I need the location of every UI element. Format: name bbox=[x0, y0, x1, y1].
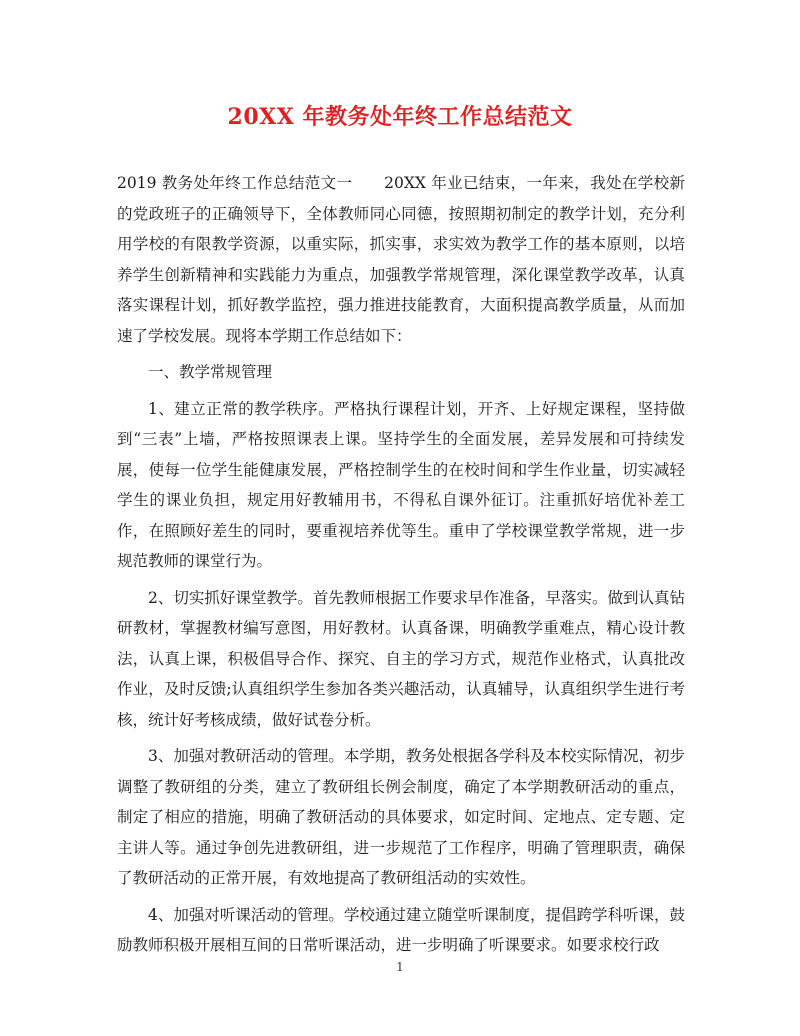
paragraph-item-4: 4、加强对听课活动的管理。学校通过建立随堂听课制度，提倡跨学科听课，鼓励教师积极开展相互间的日常听课活动，进一步明确了听课要求。如要求校行政 bbox=[117, 905, 685, 954]
paragraph-item-3: 3、加强对教研活动的管理。本学期，教务处根据各学科及本校实际情况，初步调整了教研组的分类，建立了教研组长例会制度，确定了本学期教研活动的重点，制定了相应的措施，明确了教研活动的具体要求，如定时间、定地点、定专题、定主讲人等。通过争创先进教研组，进一步规范了工作程序，明确了管理职责，确保了教研活动的正常开展，有效地提高了教研组活动的实效性。 bbox=[117, 747, 685, 887]
document-body bbox=[117, 168, 685, 967]
section-heading: 一、教学常规管理 bbox=[148, 363, 273, 381]
document-title: 20XX 年教务处年终工作总结范文 bbox=[227, 104, 573, 130]
paragraph-intro: 2019 教务处年终工作总结范文一 20XX 年业已结束，一年来，我处在学校新的党政班子的正确领导下，全体教师同心同德，按照期初制定的教学计划，充分利用学校的有限教学资源，以重实际，抓实事，求实效为教学工作的基本原则，以培养学生创新精神和实践能力为重点，加强教学常规管理，深化课堂教学改革，认真落实课程计划，抓好教学监控，强力推进技能教育，大面积提高教学质量，从而加速了学校发展。现将本学期工作总结如下： bbox=[117, 174, 685, 345]
page-number: 1 bbox=[396, 960, 404, 974]
paragraph-item-1: 1、建立正常的教学秩序。严格执行课程计划，开齐、上好规定课程，坚持做到“三表”上墙，严格按照课表上课。坚持学生的全面发展，差异发展和可持续发展，使每一位学生能健康发展，严格控制学生的在校时间和学生作业量，切实减轻学生的课业负担，规定用好教辅用书，不得私自课外征订。注重抓好培优补差工作，在照顾好差生的同时，要重视培养优等生。重申了学校课堂教学常规，进一步规范教师的课堂行为。 bbox=[117, 399, 685, 570]
paragraph-item-2: 2、切实抓好课堂教学。首先教师根据工作要求早作准备，早落实。做到认真钻研教材，掌握教材编写意图，用好教材。认真备课，明确教学重难点，精心设计教法，认真上课，积极倡导合作、探究、自主的学习方式，规范作业格式，认真批改作业，及时反馈;认真组织学生参加各类兴趣活动，认真辅导，认真组织学生进行考核，统计好考核成绩，做好试卷分析。 bbox=[117, 588, 685, 729]
